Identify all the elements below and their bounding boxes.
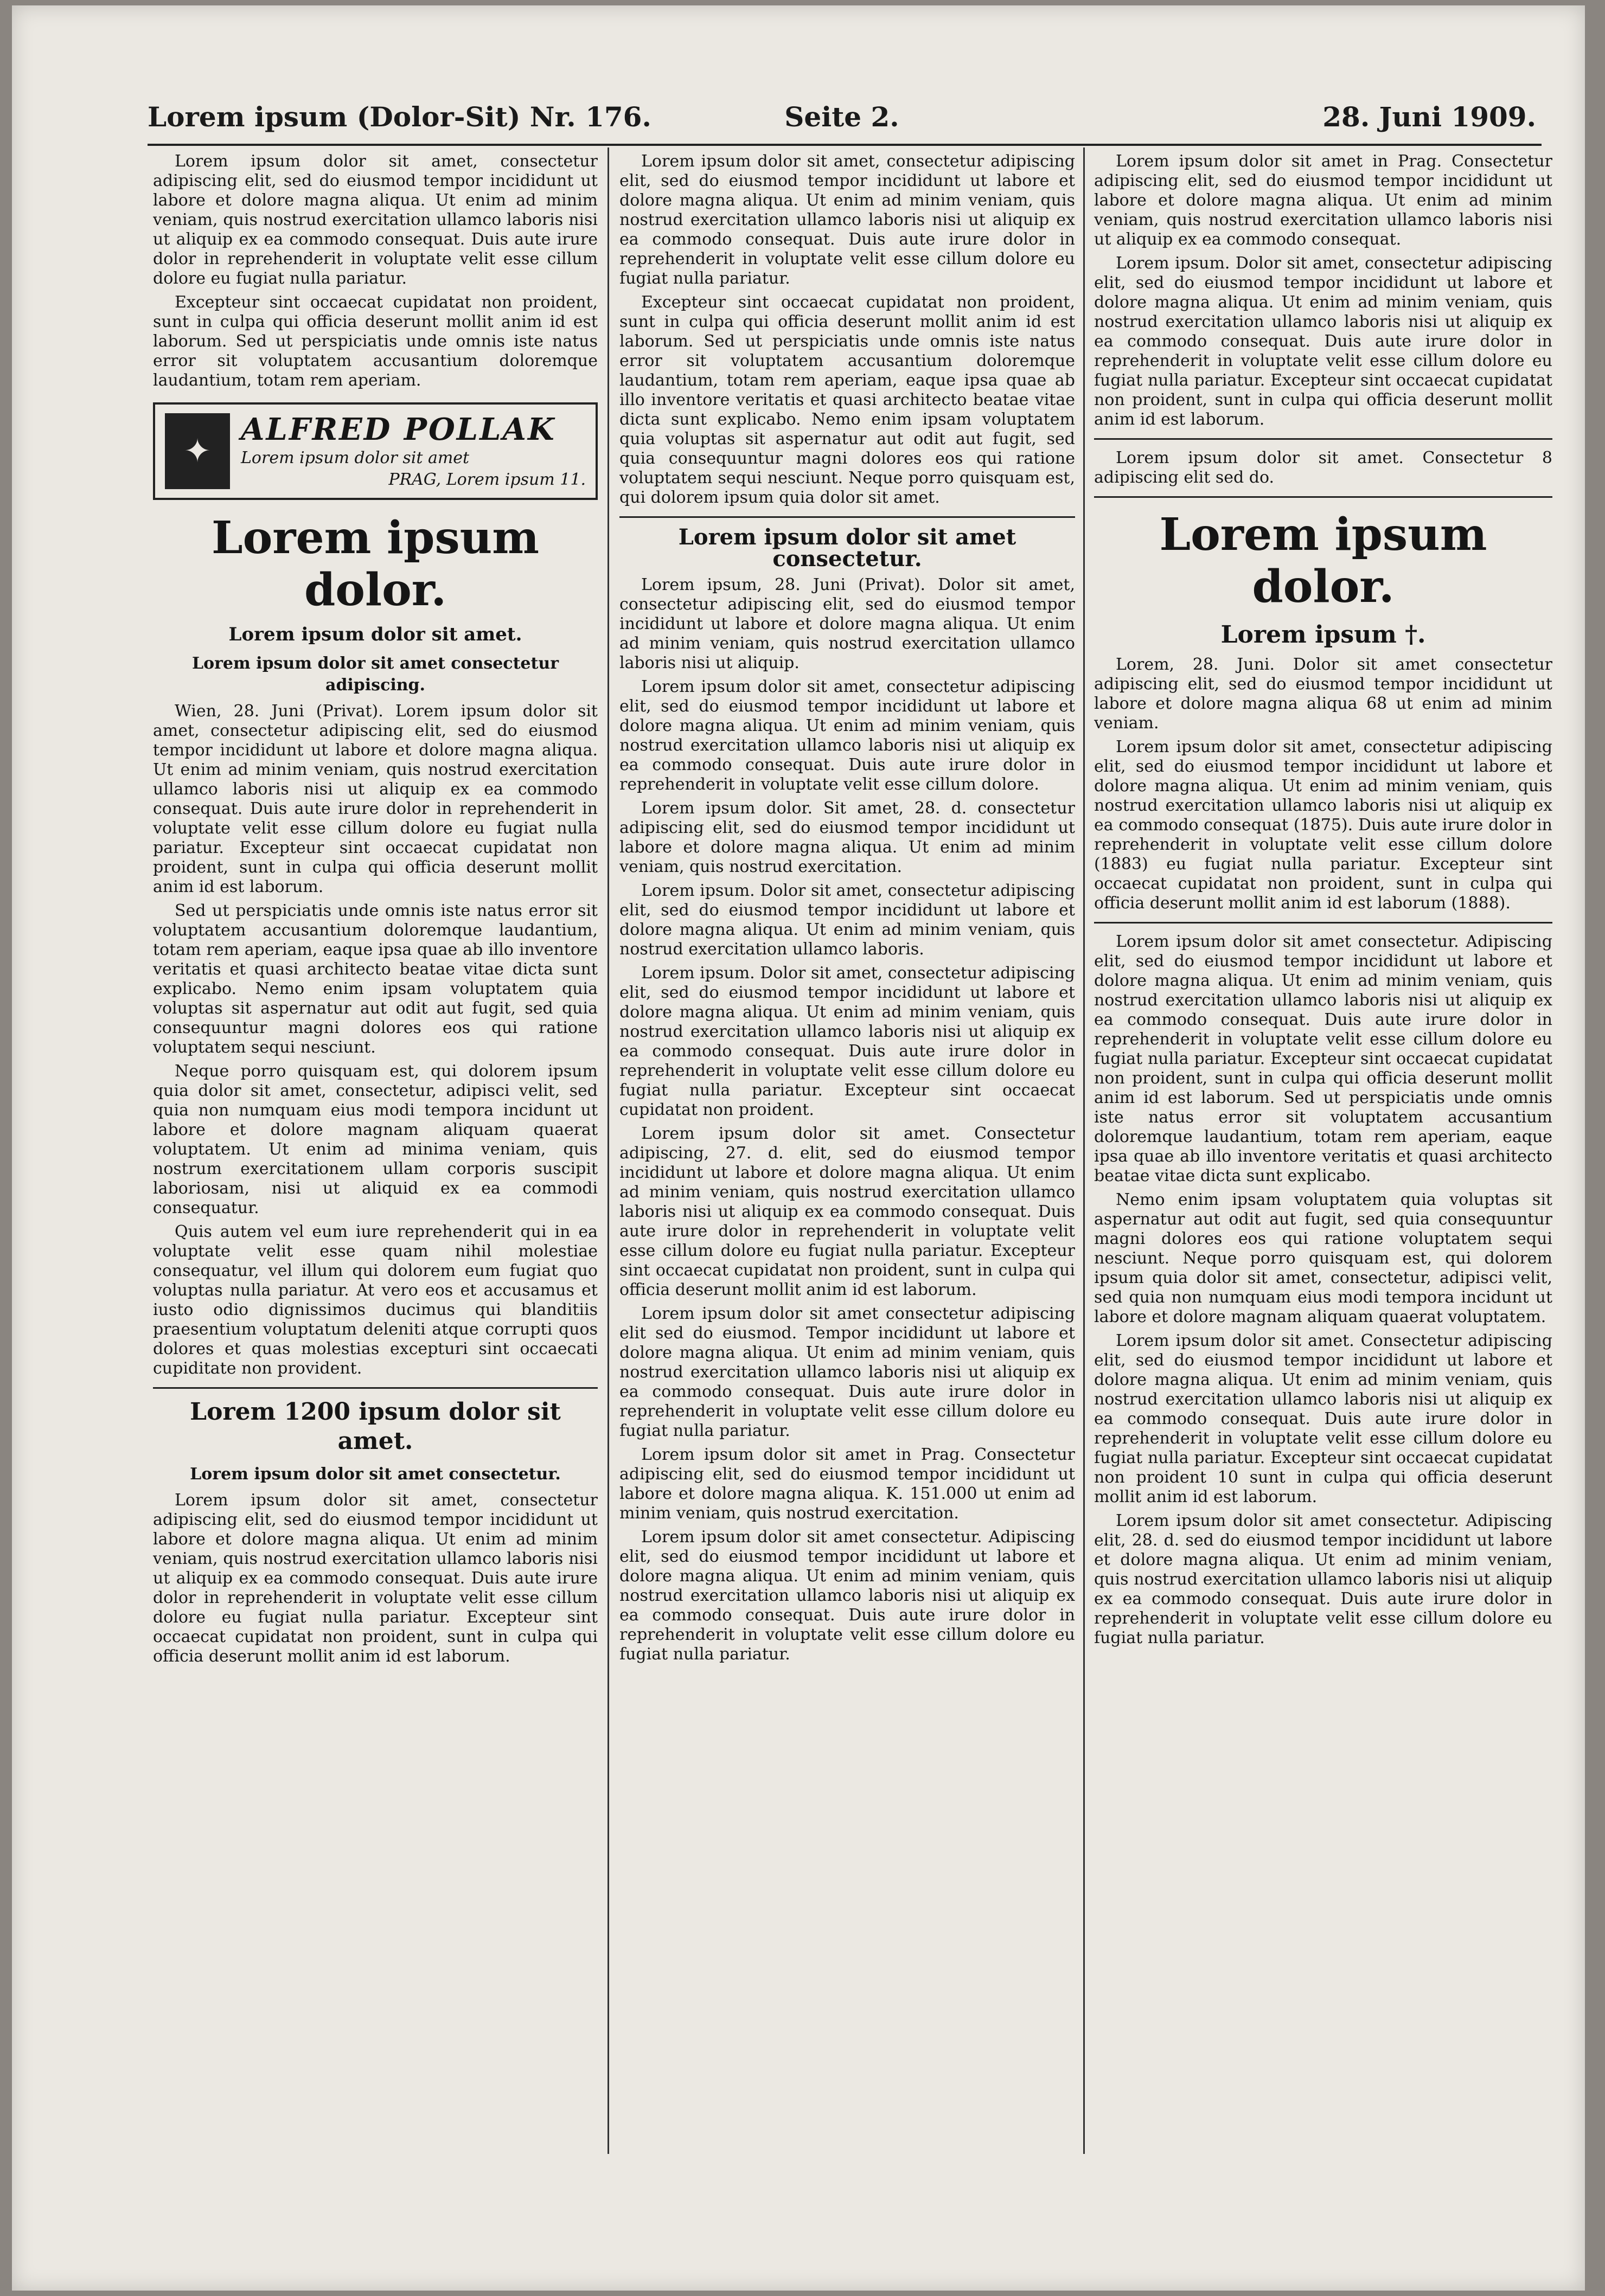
article-divider: [619, 516, 1075, 518]
article-divider: [1094, 922, 1552, 923]
company-logo-icon: ✦: [165, 413, 230, 489]
newspaper-page: [12, 5, 1585, 2291]
column-2: [619, 152, 1075, 2158]
article-headline: Lorem ipsum †.: [1220, 621, 1426, 649]
paragraph: Excepteur sint occaecat cupidatat non proident, sunt in culpa qui officia deserunt mollit anim id est laborum. Sed ut perspiciatis unde omnis iste natus error sit voluptatem accusantium doloremque laudantium, totam rem aperiam, eaque ipsa quae ab illo inventore veritatis et quasi architecto beatae vitae dicta sunt explicabo. Nemo enim ipsam voluptatem quia voluptas sit aspernatur aut odit aut fugit, sed quia consequuntur magni dolores eos qui ratione voluptatem sequi nesciunt. Neque porro quisquam est, qui dolorem ipsum quia dolor sit amet.: [619, 293, 1075, 507]
advertiser-address: PRAG, Lorem ipsum 11.: [388, 470, 586, 489]
paragraph: Lorem ipsum dolor sit amet. Consectetur adipiscing elit, sed do eiusmod tempor incididunt ut labore et dolore magna aliqua. Ut enim ad minim veniam, quis nostrud exercitation ullamco laboris nisi ut aliquip ex ea commodo consequat. Duis aute irure dolor in reprehenderit in voluptate velit esse cillum dolore eu fugiat nulla pariatur. Excepteur sint occaecat cupidatat non proident 10 sunt in culpa qui officia deserunt mollit anim id est laborum.: [1094, 1331, 1552, 1506]
running-header: [148, 92, 1536, 141]
section-title: Lorem ipsum dolor.: [211, 512, 540, 616]
paragraph: Sed ut perspiciatis unde omnis iste natus error sit voluptatem accusantium doloremque laudantium, totam rem aperiam, eaque ipsa quae ab illo inventore veritatis et quasi architecto beatae vitae dicta sunt explicabo. Nemo enim ipsam voluptatem quia voluptas sit aspernatur aut odit aut fugit, sed quia consequuntur magni dolores eos qui ratione voluptatem sequi nesciunt.: [153, 901, 598, 1057]
paragraph: Lorem ipsum dolor sit amet in Prag. Consectetur adipiscing elit, sed do eiusmod tempor incididunt ut labore et dolore magna aliqua. K. 151.000 ut enim ad minim veniam, quis nostrud exercitation.: [619, 1445, 1075, 1523]
article-headline: Lorem ipsum dolor sit amet.: [228, 624, 522, 645]
paragraph: Lorem ipsum dolor sit amet consectetur. Adipiscing elit, sed do eiusmod tempor incididunt ut labore et dolore magna aliqua. Ut enim ad minim veniam, quis nostrud exercitation ullamco laboris nisi ut aliquip ex ea commodo consequat. Duis aute irure dolor in reprehenderit in voluptate velit esse cillum dolore eu fugiat nulla pariatur. Excepteur sint occaecat cupidatat non proident, sunt in culpa qui officia deserunt mollit anim id est laborum. Sed ut perspiciatis unde omnis iste natus error sit voluptatem accusantium doloremque laudantium, totam rem aperiam, eaque ipsa quae ab illo inventore veritatis et quasi architecto beatae vitae dicta sunt explicabo.: [1094, 932, 1552, 1185]
advertisement: [153, 402, 598, 500]
article-divider: [1094, 496, 1552, 498]
paragraph: Excepteur sint occaecat cupidatat non proident, sunt in culpa qui officia deserunt mollit anim id est laborum. Sed ut perspiciatis unde omnis iste natus error sit voluptatem accusantium doloremque laudantium, totam rem aperiam.: [153, 293, 598, 390]
article-subheadline: Lorem ipsum dolor sit amet consectetur.: [190, 1465, 561, 1484]
paragraph: Lorem ipsum dolor sit amet, consectetur adipiscing elit, sed do eiusmod tempor incididunt ut labore et dolore magna aliqua. Ut enim ad minim veniam, quis nostrud exercitation ullamco laboris nisi ut aliquip ex ea commodo consequat. Duis aute irure dolor in reprehenderit in voluptate velit esse cillum dolore eu fugiat nulla pariatur.: [153, 152, 598, 288]
paragraph: Lorem ipsum. Dolor sit amet, consectetur adipiscing elit, sed do eiusmod tempor incididunt ut labore et dolore magna aliqua. Ut enim ad minim veniam, quis nostrud exercitation ullamco laboris.: [619, 881, 1075, 959]
advertiser-line: Lorem ipsum dolor sit amet: [241, 448, 470, 467]
header-rule: [148, 144, 1542, 146]
column-rule-1: [608, 147, 609, 2154]
header-title: Lorem ipsum (Dolor-Sit) Nr. 176.: [148, 100, 651, 133]
paragraph: Lorem, 28. Juni. Dolor sit amet consectetur adipiscing elit, sed do eiusmod tempor incididunt ut labore et dolore magna aliqua 68 ut enim ad minim veniam.: [1094, 655, 1552, 733]
paragraph: Lorem ipsum dolor sit amet, consectetur adipiscing elit, sed do eiusmod tempor incididunt ut labore et dolore magna aliqua. Ut enim ad minim veniam, quis nostrud exercitation ullamco laboris nisi ut aliquip ex ea commodo consequat (1875). Duis aute irure dolor in reprehenderit in voluptate velit esse cillum dolore (1883) eu fugiat nulla pariatur. Excepteur sint occaecat cupidatat non proident, sunt in culpa qui officia deserunt mollit anim id est laborum (1888).: [1094, 737, 1552, 913]
paragraph: Lorem ipsum dolor sit amet consectetur adipiscing elit sed do eiusmod. Tempor incididunt ut labore et dolore magna aliqua. Ut enim ad minim veniam, quis nostrud exercitation ullamco laboris nisi ut aliquip ex ea commodo consequat. Duis aute irure dolor in reprehenderit in voluptate velit esse cillum dolore eu fugiat nulla pariatur.: [619, 1304, 1075, 1440]
paragraph: Lorem ipsum dolor sit amet in Prag. Consectetur adipiscing elit, sed do eiusmod tempor incididunt ut labore et dolore magna aliqua. Ut enim ad minim veniam, quis nostrud exercitation ullamco laboris nisi ut aliquip ex ea commodo consequat.: [1094, 152, 1552, 249]
article-headline: Lorem 1200 ipsum dolor sit amet.: [190, 1398, 561, 1455]
paragraph: Neque porro quisquam est, qui dolorem ipsum quia dolor sit amet, consectetur, adipisci velit, sed quia non numquam eius modi tempora incidunt ut labore et dolore magnam aliquam quaerat voluptatem. Ut enim ad minima veniam, quis nostrum exercitationem ullam corporis suscipit laboriosam, nisi ut aliquid ex ea commodi consequatur.: [153, 1062, 598, 1217]
column-rule-2: [1083, 147, 1085, 2154]
article-divider: [153, 1387, 598, 1389]
paragraph: Lorem ipsum dolor sit amet consectetur. Adipiscing elit, 28. d. sed do eiusmod tempor incididunt ut labore et dolore magna aliqua. Ut enim ad minim veniam, quis nostrud exercitation ullamco laboris nisi ut aliquip ex ea commodo consequat. Duis aute irure dolor in reprehenderit in voluptate velit esse cillum dolore eu fugiat nulla pariatur.: [1094, 1511, 1552, 1647]
paragraph: Lorem ipsum. Dolor sit amet, consectetur adipiscing elit, sed do eiusmod tempor incididunt ut labore et dolore magna aliqua. Ut enim ad minim veniam, quis nostrud exercitation ullamco laboris nisi ut aliquip ex ea commodo consequat. Duis aute irure dolor in reprehenderit in voluptate velit esse cillum dolore eu fugiat nulla pariatur. Excepteur sint occaecat cupidatat non proident.: [619, 964, 1075, 1119]
page-number: Seite 2.: [784, 100, 899, 133]
column-3: [1094, 152, 1552, 2158]
article-subheadline: Lorem ipsum dolor sit amet consectetur adipiscing.: [192, 654, 559, 695]
paragraph: Lorem ipsum, 28. Juni (Privat). Dolor sit amet, consectetur adipiscing elit, sed do eiusmod tempor incididunt ut labore et dolore magna aliqua. Ut enim ad minim veniam, quis nostrud exercitation ullamco laboris nisi ut aliquip.: [619, 575, 1075, 672]
paragraph: Lorem ipsum dolor sit amet, consectetur adipiscing elit, sed do eiusmod tempor incididunt ut labore et dolore magna aliqua. Ut enim ad minim veniam, quis nostrud exercitation ullamco laboris nisi ut aliquip ex ea commodo consequat. Duis aute irure dolor in reprehenderit in voluptate velit esse cillum dolore eu fugiat nulla pariatur. Excepteur sint occaecat cupidatat non proident, sunt in culpa qui officia deserunt mollit anim id est laborum.: [153, 1491, 598, 1666]
paragraph: Wien, 28. Juni (Privat). Lorem ipsum dolor sit amet, consectetur adipiscing elit, sed do eiusmod tempor incididunt ut labore et dolore magna aliqua. Ut enim ad minim veniam, quis nostrud exercitation ullamco laboris nisi ut aliquip ex ea commodo consequat. Duis aute irure dolor in reprehenderit in voluptate velit esse cillum dolore eu fugiat nulla pariatur. Excepteur sint occaecat cupidatat non proident, sunt in culpa qui officia deserunt mollit anim id est laborum.: [153, 702, 598, 896]
header-date: 28. Juni 1909.: [1322, 100, 1536, 133]
column-1: [153, 152, 598, 2131]
section-title: Lorem ipsum dolor.: [1159, 509, 1487, 613]
paragraph: Lorem ipsum dolor. Sit amet, 28. d. consectetur adipiscing elit, sed do eiusmod tempor incididunt ut labore et dolore magna aliqua. Ut enim ad minim veniam, quis nostrud exercitation.: [619, 799, 1075, 876]
paragraph: Nemo enim ipsam voluptatem quia voluptas sit aspernatur aut odit aut fugit, sed quia consequuntur magni dolores eos qui ratione voluptatem sequi nesciunt. Neque porro quisquam est, qui dolorem ipsum quia dolor sit amet, consectetur, adipisci velit, sed quia non numquam eius modi tempora incidunt ut labore et dolore magnam aliquam quaerat voluptatem.: [1094, 1190, 1552, 1326]
paragraph: Lorem ipsum dolor sit amet, consectetur adipiscing elit, sed do eiusmod tempor incididunt ut labore et dolore magna aliqua. Ut enim ad minim veniam, quis nostrud exercitation ullamco laboris nisi ut aliquip ex ea commodo consequat. Duis aute irure dolor in reprehenderit in voluptate velit esse cillum dolore.: [619, 677, 1075, 794]
paragraph: Quis autem vel eum iure reprehenderit qui in ea voluptate velit esse quam nihil molestiae consequatur, vel illum qui dolorem eum fugiat quo voluptas nulla pariatur. At vero eos et accusamus et iusto odio dignissimos ducimus qui blanditiis praesentium voluptatum deleniti atque corrupti quos dolores et quas molestias excepturi sint occaecati cupiditate non provident.: [153, 1222, 598, 1378]
paragraph: Lorem ipsum dolor sit amet. Consectetur adipiscing, 27. d. elit, sed do eiusmod tempor incididunt ut labore et dolore magna aliqua. Ut enim ad minim veniam, quis nostrud exercitation ullamco laboris nisi ut aliquip ex ea commodo consequat. Duis aute irure dolor in reprehenderit in voluptate velit esse cillum dolore eu fugiat nulla pariatur. Excepteur sint occaecat cupidatat non proident, sunt in culpa qui officia deserunt mollit anim id est laborum.: [619, 1124, 1075, 1299]
paragraph: Lorem ipsum dolor sit amet consectetur. Adipiscing elit, sed do eiusmod tempor incididunt ut labore et dolore magna aliqua. Ut enim ad minim veniam, quis nostrud exercitation ullamco laboris nisi ut aliquip ex ea commodo consequat. Duis aute irure dolor in reprehenderit in voluptate velit esse cillum dolore eu fugiat nulla pariatur.: [619, 1528, 1075, 1664]
paragraph: Lorem ipsum dolor sit amet, consectetur adipiscing elit, sed do eiusmod tempor incididunt ut labore et dolore magna aliqua. Ut enim ad minim veniam, quis nostrud exercitation ullamco laboris nisi ut aliquip ex ea commodo consequat. Duis aute irure dolor in reprehenderit in voluptate velit esse cillum dolore eu fugiat nulla pariatur.: [619, 152, 1075, 288]
article-divider: [1094, 438, 1552, 440]
paragraph: Lorem ipsum. Dolor sit amet, consectetur adipiscing elit, sed do eiusmod tempor incididunt ut labore et dolore magna aliqua. Ut enim ad minim veniam, quis nostrud exercitation ullamco laboris nisi ut aliquip ex ea commodo consequat. Duis aute irure dolor in reprehenderit in voluptate velit esse cillum dolore eu fugiat nulla pariatur. Excepteur sint occaecat cupidatat non proident, sunt in culpa qui officia deserunt mollit anim id est laborum.: [1094, 254, 1552, 429]
article-headline: Lorem ipsum dolor sit amet consectetur.: [678, 524, 1016, 572]
paragraph: Lorem ipsum dolor sit amet. Consectetur 8 adipiscing elit sed do.: [1094, 448, 1552, 487]
advertiser-name: ALFRED POLLAK: [241, 412, 556, 447]
